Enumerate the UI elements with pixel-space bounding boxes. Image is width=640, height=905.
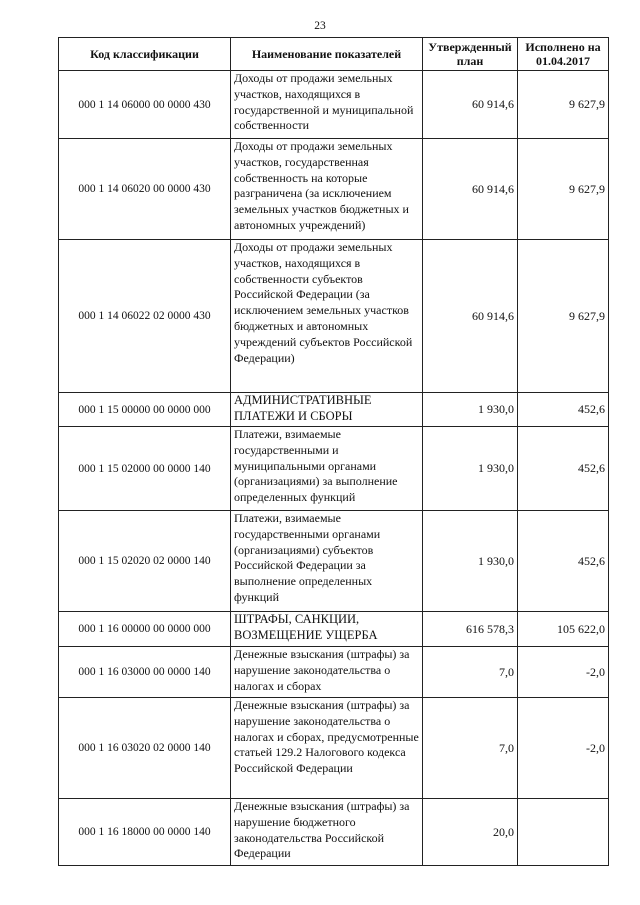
row-name: Доходы от продажи земельных участков, находящихся в государственной и муниципальной собственности xyxy=(231,71,423,139)
row-name: Денежные взыскания (штрафы) за нарушение бюджетного законодательства Российской Федерации xyxy=(231,799,423,866)
row-name: АДМИНИСТРАТИВНЫЕ ПЛАТЕЖИ И СБОРЫ xyxy=(231,393,423,427)
row-executed: 452,6 xyxy=(518,427,609,511)
header-executed: Исполнено на 01.04.2017 xyxy=(518,38,609,71)
table-row xyxy=(59,240,609,393)
row-name: Платежи, взимаемые государственными и муниципальными органами (организациями) за выполнение определенных функций xyxy=(231,427,423,511)
row-executed: 452,6 xyxy=(518,511,609,612)
row-approved: 20,0 xyxy=(423,799,518,866)
row-approved: 7,0 xyxy=(423,698,518,799)
table-row xyxy=(59,612,609,647)
row-approved: 1 930,0 xyxy=(423,427,518,511)
row-code: 000 1 16 03000 00 0000 140 xyxy=(59,647,231,698)
row-name: Платежи, взимаемые государственными органами (организациями) субъектов Российской Федерации за выполнение определенных функций xyxy=(231,511,423,612)
table-row xyxy=(59,139,609,240)
row-code: 000 1 16 03020 02 0000 140 xyxy=(59,698,231,799)
row-approved: 60 914,6 xyxy=(423,139,518,240)
table-row xyxy=(59,393,609,427)
header-name: Наименование показателей xyxy=(231,38,423,71)
row-executed: 9 627,9 xyxy=(518,71,609,139)
row-name: Доходы от продажи земельных участков, государственная собственность на которые разграничена (за исключением земельных участков бюджетных и автономных учреждений) xyxy=(231,139,423,240)
table-row xyxy=(59,799,609,866)
row-approved: 60 914,6 xyxy=(423,71,518,139)
row-code: 000 1 16 00000 00 0000 000 xyxy=(59,612,231,647)
row-executed: 452,6 xyxy=(518,393,609,427)
row-name: Денежные взыскания (штрафы) за нарушение законодательства о налогах и сборах, предусмотренные статьей 129.2 Налогового кодекса Российской Федерации xyxy=(231,698,423,799)
row-code: 000 1 14 06022 02 0000 430 xyxy=(59,240,231,393)
row-approved: 1 930,0 xyxy=(423,511,518,612)
page-number: 23 xyxy=(314,20,326,32)
header-row xyxy=(59,38,609,71)
row-code: 000 1 14 06020 00 0000 430 xyxy=(59,139,231,240)
budget-table xyxy=(58,37,609,866)
row-name: Денежные взыскания (штрафы) за нарушение законодательства о налогах и сборах xyxy=(231,647,423,698)
row-executed xyxy=(518,799,609,866)
header-code: Код классификации xyxy=(59,38,231,71)
header-approved-plan: Утвержденный план xyxy=(423,38,518,71)
row-executed: 9 627,9 xyxy=(518,240,609,393)
table-row xyxy=(59,698,609,799)
row-approved: 616 578,3 xyxy=(423,612,518,647)
row-executed: 9 627,9 xyxy=(518,139,609,240)
row-code: 000 1 15 02020 02 0000 140 xyxy=(59,511,231,612)
row-executed: -2,0 xyxy=(518,698,609,799)
table-row xyxy=(59,511,609,612)
row-name: ШТРАФЫ, САНКЦИИ, ВОЗМЕЩЕНИЕ УЩЕРБА xyxy=(231,612,423,647)
table-row xyxy=(59,427,609,511)
row-approved: 1 930,0 xyxy=(423,393,518,427)
row-approved: 7,0 xyxy=(423,647,518,698)
row-code: 000 1 15 02000 00 0000 140 xyxy=(59,427,231,511)
row-executed: -2,0 xyxy=(518,647,609,698)
row-code: 000 1 14 06000 00 0000 430 xyxy=(59,71,231,139)
table-row xyxy=(59,71,609,139)
table-row xyxy=(59,647,609,698)
row-approved: 60 914,6 xyxy=(423,240,518,393)
row-executed: 105 622,0 xyxy=(518,612,609,647)
row-code: 000 1 16 18000 00 0000 140 xyxy=(59,799,231,866)
row-code: 000 1 15 00000 00 0000 000 xyxy=(59,393,231,427)
row-name: Доходы от продажи земельных участков, находящихся в собственности субъектов Российской Федерации (за исключением земельных участков бюджетных и автономных учреждений субъектов Российской Федерации) xyxy=(231,240,423,393)
